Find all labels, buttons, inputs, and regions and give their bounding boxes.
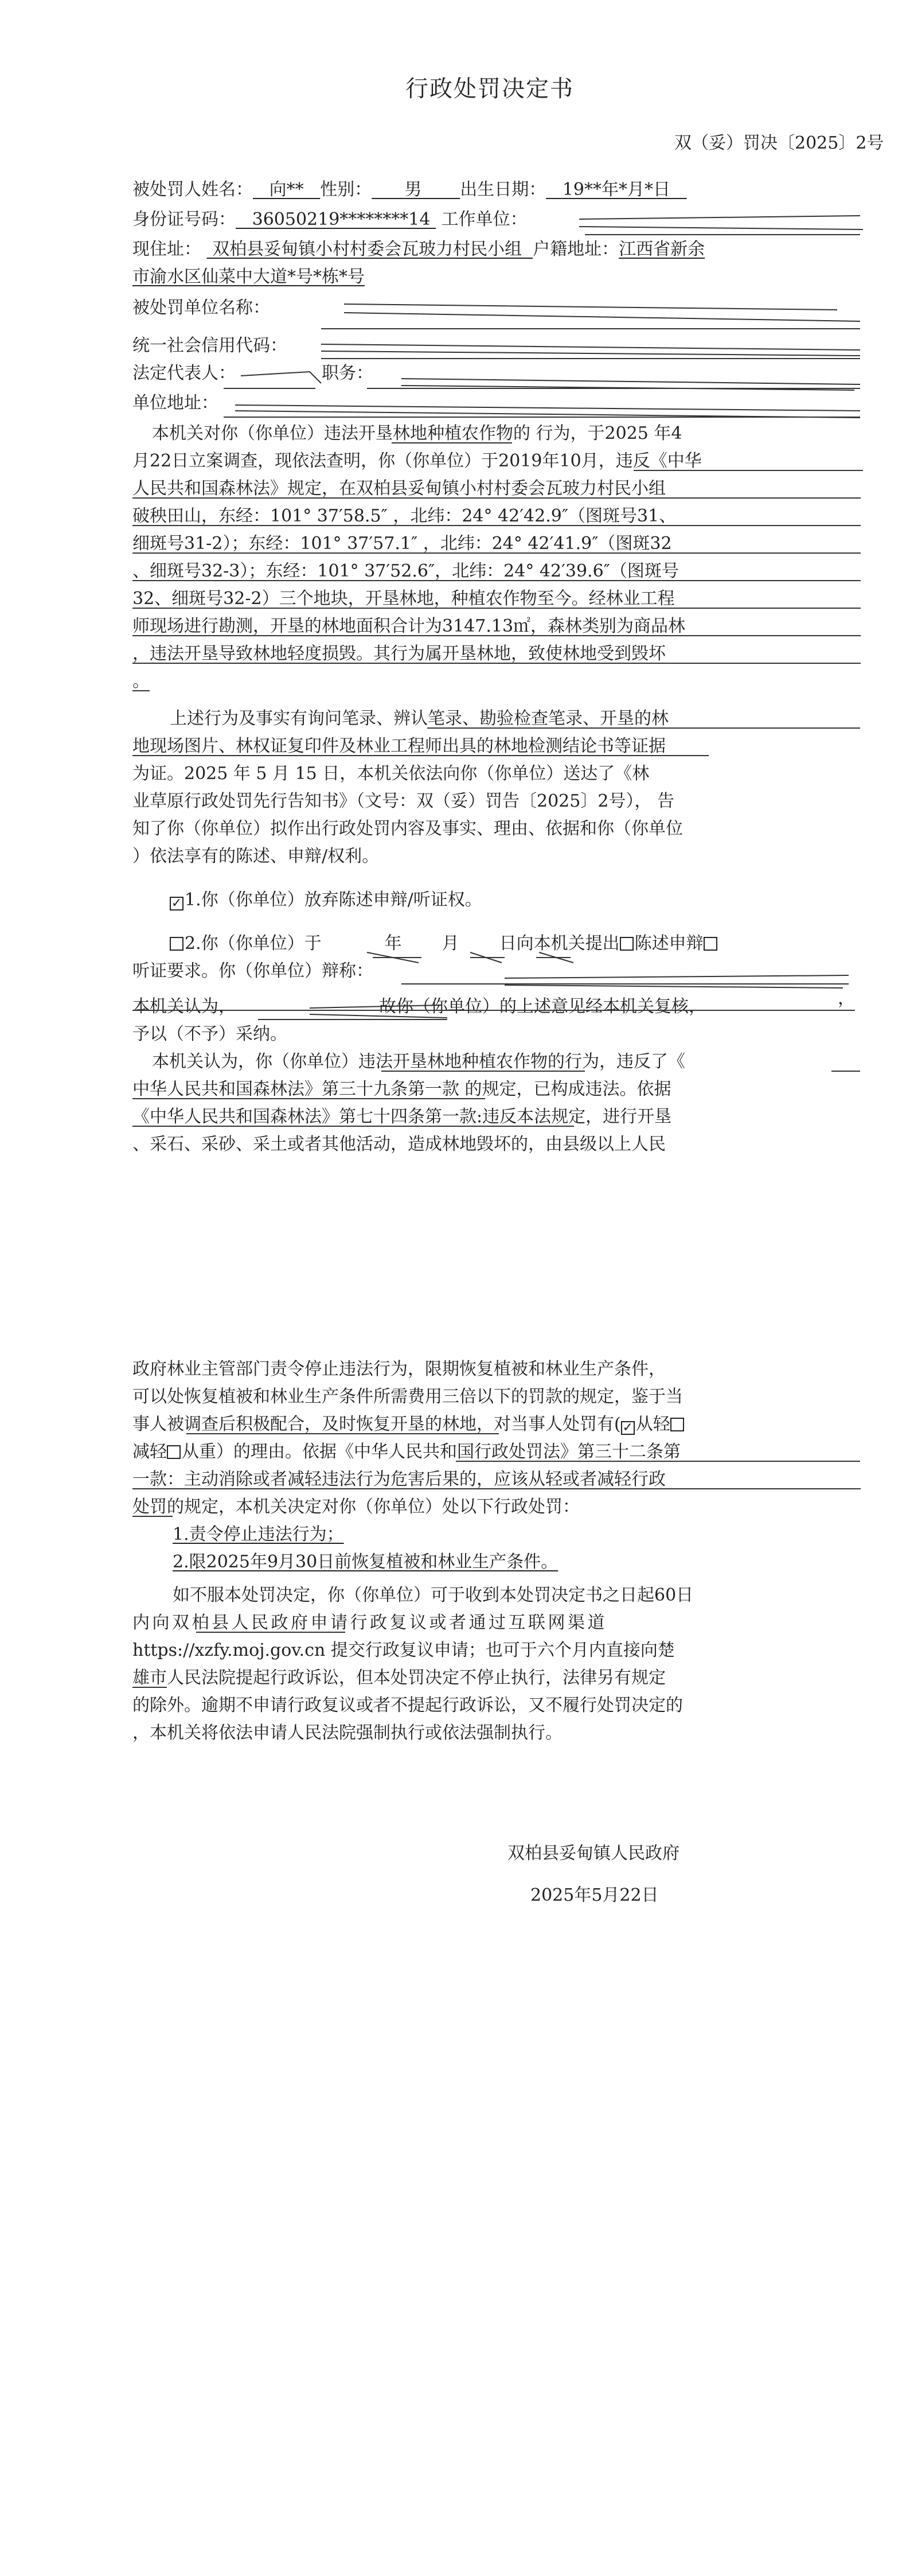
huji-1: 江西省新余 — [619, 239, 705, 259]
para4-line: 可以处恢复植被和林业生产条件所需费用三倍以下的罚款的规定，鉴于当 — [132, 1387, 683, 1407]
underline — [381, 1071, 585, 1072]
address-value: 双柏县妥甸镇小村村委会瓦玻力村民小组 — [212, 239, 522, 259]
option-1-text: 1.你（你单位）放弃陈述申辩/听证权。 — [185, 890, 482, 910]
para5-line: https://xzfy.moj.gov.cn 提交行政复议申请；也可于六个月内直接向楚 — [132, 1640, 675, 1660]
name-label: 被处罚人姓名： — [132, 180, 253, 200]
issuer: 双柏县妥甸镇人民政府 — [507, 1843, 679, 1863]
option-2-text-c: 故你（你单位）的上述意见经本机关复核， — [379, 997, 706, 1017]
option-2-text-d: 日向本机关提出 — [499, 933, 620, 954]
option-2-month: 月 — [442, 933, 459, 954]
strike-work-unit — [579, 216, 860, 219]
underline — [132, 1098, 485, 1099]
underline — [132, 755, 709, 756]
penalty-2-text: 2.限2025年9月30日前恢复植被和林业生产条件。 — [173, 1552, 559, 1572]
para1-line: 月22日立案调查，现依法查明，你（你单位）于2019年10月，违反《中华 — [132, 451, 702, 471]
lighter-checkbox[interactable] — [670, 1418, 684, 1431]
para3-line: 、采石、采砂、采土或者其他活动，造成林地毁坏的，由县级以上人民 — [132, 1134, 666, 1154]
gender-value: 男 — [404, 180, 422, 200]
penalty-2 — [173, 1550, 558, 1574]
person-name — [253, 180, 320, 200]
para5-line: 的除外。逾期不申请行政复议或者不提起行政诉讼，又不履行处罚决定的 — [132, 1695, 683, 1715]
underline — [132, 608, 861, 609]
option-1 — [170, 888, 482, 912]
para1-line: 人民共和国森林法》规定，在双柏县妥甸镇小村村委会瓦玻力村民小组 — [132, 478, 666, 499]
para1-line: 师现场进行勘测，开垦的林地面积合计为3147.13㎡，森林类别为商品林 — [132, 616, 686, 636]
para2-line: 业草原行政处罚先行告知书》（文号：双（妥）罚告〔2025〕2号）， 告 — [132, 791, 674, 811]
para5-line: ，本机关将依法申请人民法院强制执行或依法强制执行。 — [132, 1723, 563, 1743]
para1-line: 32、细斑号32-2）三个地块，开垦林地，种植农作物至今。经林业工程 — [132, 589, 675, 609]
para2-line: 为证。2025 年 5 月 15 日，本机关依法向你（你单位）送达了《林 — [132, 764, 650, 784]
para4-text: 从重）的理由。依据《中华人民共和国行政处罚法》第三十二条第 — [182, 1442, 681, 1462]
dob-label: 出生日期： — [460, 180, 546, 200]
underline — [132, 635, 861, 636]
option-2-text-a: 2.你（你单位）于 — [185, 933, 322, 954]
strike-unit-name — [344, 304, 837, 310]
strike-unit-name-2 — [344, 313, 860, 321]
para3-line: 中华人民共和国森林法》第三十九条第一款 的规定，已构成违法。依据 — [132, 1079, 671, 1099]
duty-line — [367, 388, 860, 389]
document-title: 行政处罚决定书 — [405, 76, 574, 102]
id-label: 身份证号码： — [132, 209, 236, 229]
para1-line: 本机关对你（你单位）违法开垦林地种植农作物的 行为，于2025 年4 — [152, 423, 682, 443]
credit-label: 统一社会信用代码： — [132, 336, 287, 356]
option-1-checkbox[interactable]: ✓ — [170, 897, 183, 910]
unit-addr-line — [224, 417, 860, 418]
rep-line — [224, 388, 315, 389]
option-2-checkbox[interactable] — [170, 937, 183, 951]
addr-label: 现住址： — [132, 239, 201, 259]
unit-addr-label: 单位地址： — [132, 393, 218, 413]
mitigate-checkbox[interactable]: ✓ — [621, 1421, 635, 1435]
address-row — [132, 238, 705, 262]
para4-line: 处罚的规定，本机关决定对你（你单位）处以下行政处罚： — [132, 1497, 580, 1517]
dob — [546, 180, 686, 200]
para2-line: ）依法享有的陈述、申辩/权利。 — [132, 846, 380, 866]
id-row — [132, 208, 528, 232]
document-number: 双（妥）罚决〔2025〕2号 — [674, 133, 884, 153]
blank-defense-2 — [132, 1010, 855, 1011]
hearing-checkbox[interactable] — [704, 937, 717, 951]
blank-year — [373, 957, 421, 958]
option-2-line-3b — [132, 995, 706, 1019]
para1-line: 细斑号31-2）；东经：101° 37′57.1″ ，北纬：24° 42′41.9″（图斑32 — [132, 534, 672, 554]
unit-name-line — [321, 328, 860, 329]
option-2-line-4: 予以（不予）采纳。 — [132, 1024, 287, 1044]
gender — [372, 180, 460, 200]
underline — [132, 580, 861, 581]
huji-2: 市渝水区仙菜中大道*号*栋*号 — [132, 267, 365, 287]
para4-line: 一款：主动消除或者减轻违法行为危害后果的，应该从轻或者减轻行政 — [132, 1469, 666, 1489]
underline — [186, 1433, 499, 1434]
underline — [634, 470, 863, 471]
para1-line: 。 — [132, 671, 150, 691]
underline — [456, 1461, 860, 1462]
blank-opinion — [258, 1019, 447, 1020]
option-2-text-b: 本机关认为， — [132, 997, 236, 1017]
credit-line — [321, 358, 860, 359]
underline — [132, 663, 861, 664]
blank-month — [470, 957, 505, 958]
strike-defense — [505, 975, 849, 978]
blank-day — [536, 957, 571, 958]
underline — [132, 497, 861, 499]
para1-line: 、细斑号32-3）；东经：101° 37′52.6″，北纬：24° 42′39.6″（图斑号 — [132, 561, 679, 581]
underline — [132, 690, 150, 691]
para5-line: 如不服本处罚决定，你（你单位）可于收到本处罚决定书之日起60日 — [173, 1585, 694, 1605]
para5-line: 雄市人民法院提起行政诉讼，但本处罚决定不停止执行，法律另有规定 — [132, 1668, 666, 1688]
underline — [427, 727, 860, 729]
underline — [132, 1516, 173, 1517]
option-2 — [170, 932, 718, 956]
rep-row — [132, 361, 373, 386]
duty-label: 职务： — [322, 363, 373, 383]
work-line — [585, 234, 860, 235]
dob-value: 19**年*月*日 — [562, 180, 670, 200]
issue-date: 2025年5月22日 — [530, 1885, 659, 1905]
option-2-comma: ， — [838, 989, 855, 1009]
para3-line: 《中华人民共和国森林法》第七十四条第一款:违反本法规定，进行开垦 — [132, 1107, 672, 1127]
huji-label: 户籍地址： — [533, 239, 619, 259]
para2-line: 上述行为及事实有询问笔录、辨认笔录、勘验检查笔录、开垦的林 — [170, 709, 669, 729]
penalty-1 — [173, 1523, 344, 1547]
id-number-value: 36050219********14 — [252, 209, 431, 229]
strike-work-unit-2 — [579, 227, 863, 229]
person-name-value: 向** — [269, 180, 304, 200]
underline — [132, 552, 861, 554]
address — [207, 239, 533, 259]
underline — [392, 442, 512, 443]
para2-line: 地现场图片、林权证复印件及林业工程师出具的林地检测结论书等证据 — [132, 736, 666, 756]
underline — [196, 1632, 345, 1633]
option-2-text-e: 陈述申辩 — [634, 933, 704, 954]
underline — [831, 1071, 860, 1072]
para4-line: 政府林业主管部门责令停止违法行为，限期恢复植被和林业生产条件， — [132, 1359, 666, 1379]
underline — [132, 1687, 167, 1688]
id-number — [236, 209, 436, 229]
blank-defense — [401, 983, 849, 985]
underline — [132, 1126, 574, 1127]
underline — [132, 525, 861, 526]
strike-credit — [321, 344, 860, 350]
option-lighter: 从轻 — [635, 1414, 670, 1434]
para1-line: ，违法开垦导致林地轻度损毁。其行为属开垦林地，致使林地受到毁坏 — [132, 644, 666, 664]
para3-line: 本机关认为，你（你单位）违法开垦林地种植农作物的行为，违反了《 — [152, 1052, 685, 1072]
para5-line: 内向双柏县人民政府申请行政复议或者通过互联网渠道 — [132, 1613, 607, 1633]
huji-row-2 — [132, 265, 365, 289]
option-2-line-2: 听证要求。你（你单位）辩称： — [132, 961, 373, 981]
para4-text: 事人被调查后积极配合，及时恢复开垦的林地，对当事人处罚有( — [132, 1414, 621, 1434]
underline — [132, 1488, 861, 1489]
strike-credit-2 — [321, 351, 860, 356]
penalty-1-text: 1.责令停止违法行为； — [173, 1524, 344, 1544]
work-label: 工作单位： — [441, 209, 528, 229]
option-2-year: 年 — [384, 933, 402, 954]
person-name-row — [132, 178, 687, 202]
para2-line: 知了你（你单位）拟作出行政处罚内容及事实、理由、依据和你（你单位 — [132, 819, 683, 839]
strike-unit-addr — [235, 405, 860, 411]
para1-line: 破秧田山，东经：101° 37′58.5″ ，北纬：24° 42′42.9″（图斑号31、 — [132, 506, 677, 526]
reduce-checkbox[interactable] — [167, 1445, 181, 1459]
statement-checkbox[interactable] — [620, 937, 634, 951]
strike-duty — [401, 379, 860, 384]
rep-label: 法定代表人： — [132, 363, 236, 383]
option-reduce: 减轻 — [132, 1442, 167, 1462]
unit-name-label: 被处罚单位名称： — [132, 298, 270, 318]
gender-label: 性别： — [320, 180, 372, 200]
